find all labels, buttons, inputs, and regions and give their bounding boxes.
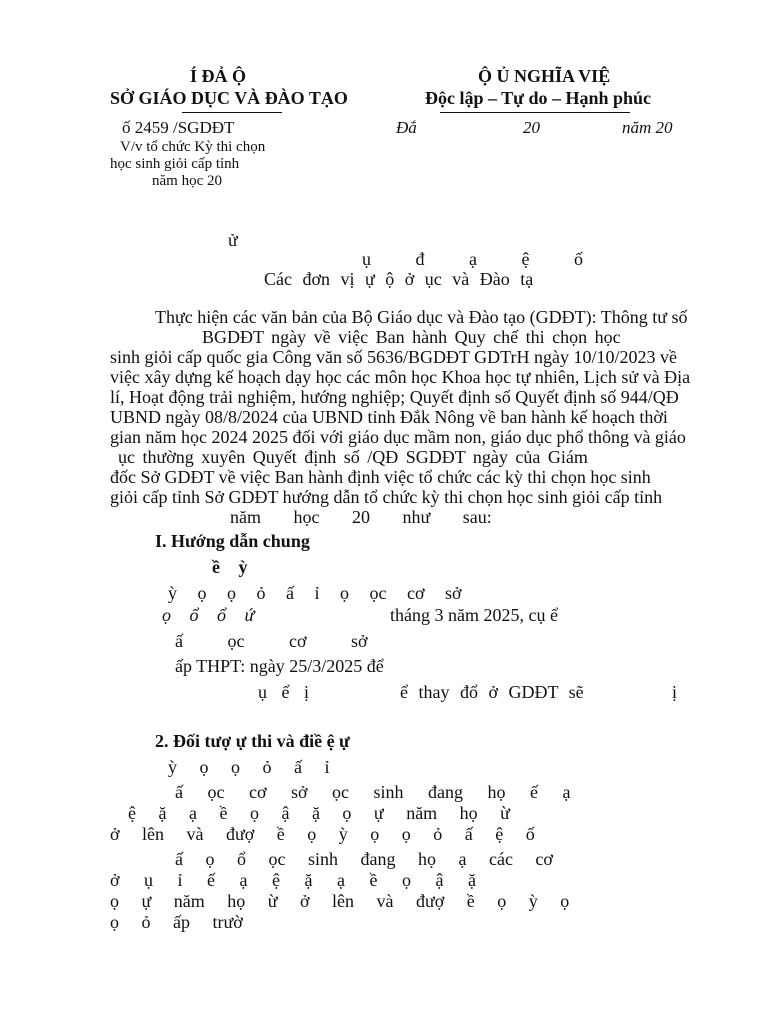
body-line: ấ ọc cơ sở [175, 631, 368, 651]
date-year: năm 20 [622, 118, 673, 137]
subject-line: học sinh giỏi cấp tỉnh [110, 156, 240, 172]
agency-underline [182, 112, 282, 113]
agency-name: SỞ GIÁO DỤC VÀ ĐÀO TẠO [110, 88, 348, 108]
body-line: ể thay đổ ở GDĐT sẽ [400, 682, 584, 702]
body-line: ọ ổ ổ ứ [162, 605, 255, 625]
intro-line: lí, Hoạt động trải nghiệm, hướng nghiệp; Quyết định số Quyết định số 944/QĐ [110, 387, 679, 407]
kinh-gui-label: ử [228, 230, 238, 250]
intro-line: giỏi cấp tỉnh Sở GDĐT hướng dẫn tổ chức kỳ thi chọn học sinh giỏi cấp tỉnh [110, 487, 663, 507]
body-line: ọ ỏ ấp trườ [110, 912, 243, 932]
intro-line: đốc Sở GDĐT về việc Ban hành định việc tổ chức các kỳ thi chọn học sinh [110, 467, 651, 487]
national-motto-line1: Ộ Ủ NGHĨA VIỆ [478, 66, 611, 86]
body-line: ỳ ọ ọ ỏ ấ ỉ ọ ọc cơ sở [168, 583, 462, 603]
body-line: ấp THPT: ngày 25/3/2025 để [175, 656, 384, 676]
intro-line: sinh giỏi cấp quốc gia Công văn số 5636/BGDĐT GDTrH ngày 10/10/2023 về [110, 347, 677, 367]
date-place: Đắ [396, 118, 417, 137]
intro-line: ục thường xuyên Quyết định số /QĐ SGDĐT ngày của Giám [118, 447, 588, 467]
body-line: ấ ọc cơ sở ọc sinh đang họ ế ạ [175, 782, 571, 802]
body-line: ị [672, 682, 678, 702]
document-number: ố 2459 /SGDĐT [122, 118, 235, 137]
recipient-line: Các đơn vị ự ộ ở ục và Đào tạ [264, 269, 534, 289]
intro-line: Thực hiện các văn bản của Bộ Giáo dục và Đào tạo (GDĐT): Thông tư số [155, 307, 688, 327]
agency-header-line1: Í ĐẢ Ộ [190, 66, 247, 86]
body-line: ở lên và đượ ề ọ ỳ ọ ọ ỏ ấ ệ ố [110, 824, 535, 844]
body-line: ụ ể ị [258, 682, 309, 702]
subject-line: năm học 20 [152, 173, 222, 189]
recipient-line: ụ đ ạ ệ ố [362, 249, 583, 269]
intro-line: gian năm học 2024 2025 đối với giáo dục mầm non, giáo dục phổ thông và giáo [110, 427, 686, 447]
date-day: 20 [523, 118, 540, 137]
subsection-heading: ề ỳ [212, 557, 248, 577]
intro-line: UBND ngày 08/8/2024 của UBND tỉnh Đắk Nông về ban hành kế hoạch thời [110, 407, 668, 427]
intro-line: việc xây dựng kế hoạch dạy học các môn học Khoa học tự nhiên, Lịch sử và Địa [110, 367, 691, 387]
body-line: tháng 3 năm 2025, cụ ể [390, 605, 558, 625]
intro-line: năm học 20 như sau: [230, 507, 492, 527]
subject-line: V/v tổ chức Kỳ thi chọn [120, 139, 266, 155]
section-heading: I. Hướng dẫn chung [155, 531, 310, 551]
body-line: ấ ọ ổ ọc sinh đang họ ạ các cơ [175, 849, 553, 869]
body-line: ọ ự năm họ ừ ở lên và đượ ề ọ ỳ ọ [110, 891, 570, 911]
motto-underline [440, 112, 630, 113]
section-heading: 2. Đối tượ ự thi và điề ệ ự [155, 731, 350, 751]
body-line: ệ ặ ạ ề ọ ậ ặ ọ ự năm họ ừ [128, 803, 510, 823]
national-motto: Độc lập – Tự do – Hạnh phúc [425, 88, 652, 108]
body-line: ở ụ ỉ ế ạ ệ ặ ạ ề ọ ậ ặ [110, 870, 476, 890]
body-line: ỳ ọ ọ ỏ ấ ỉ [168, 757, 330, 777]
intro-line: BGDĐT ngày về việc Ban hành Quy chế thi chọn học [202, 327, 621, 347]
